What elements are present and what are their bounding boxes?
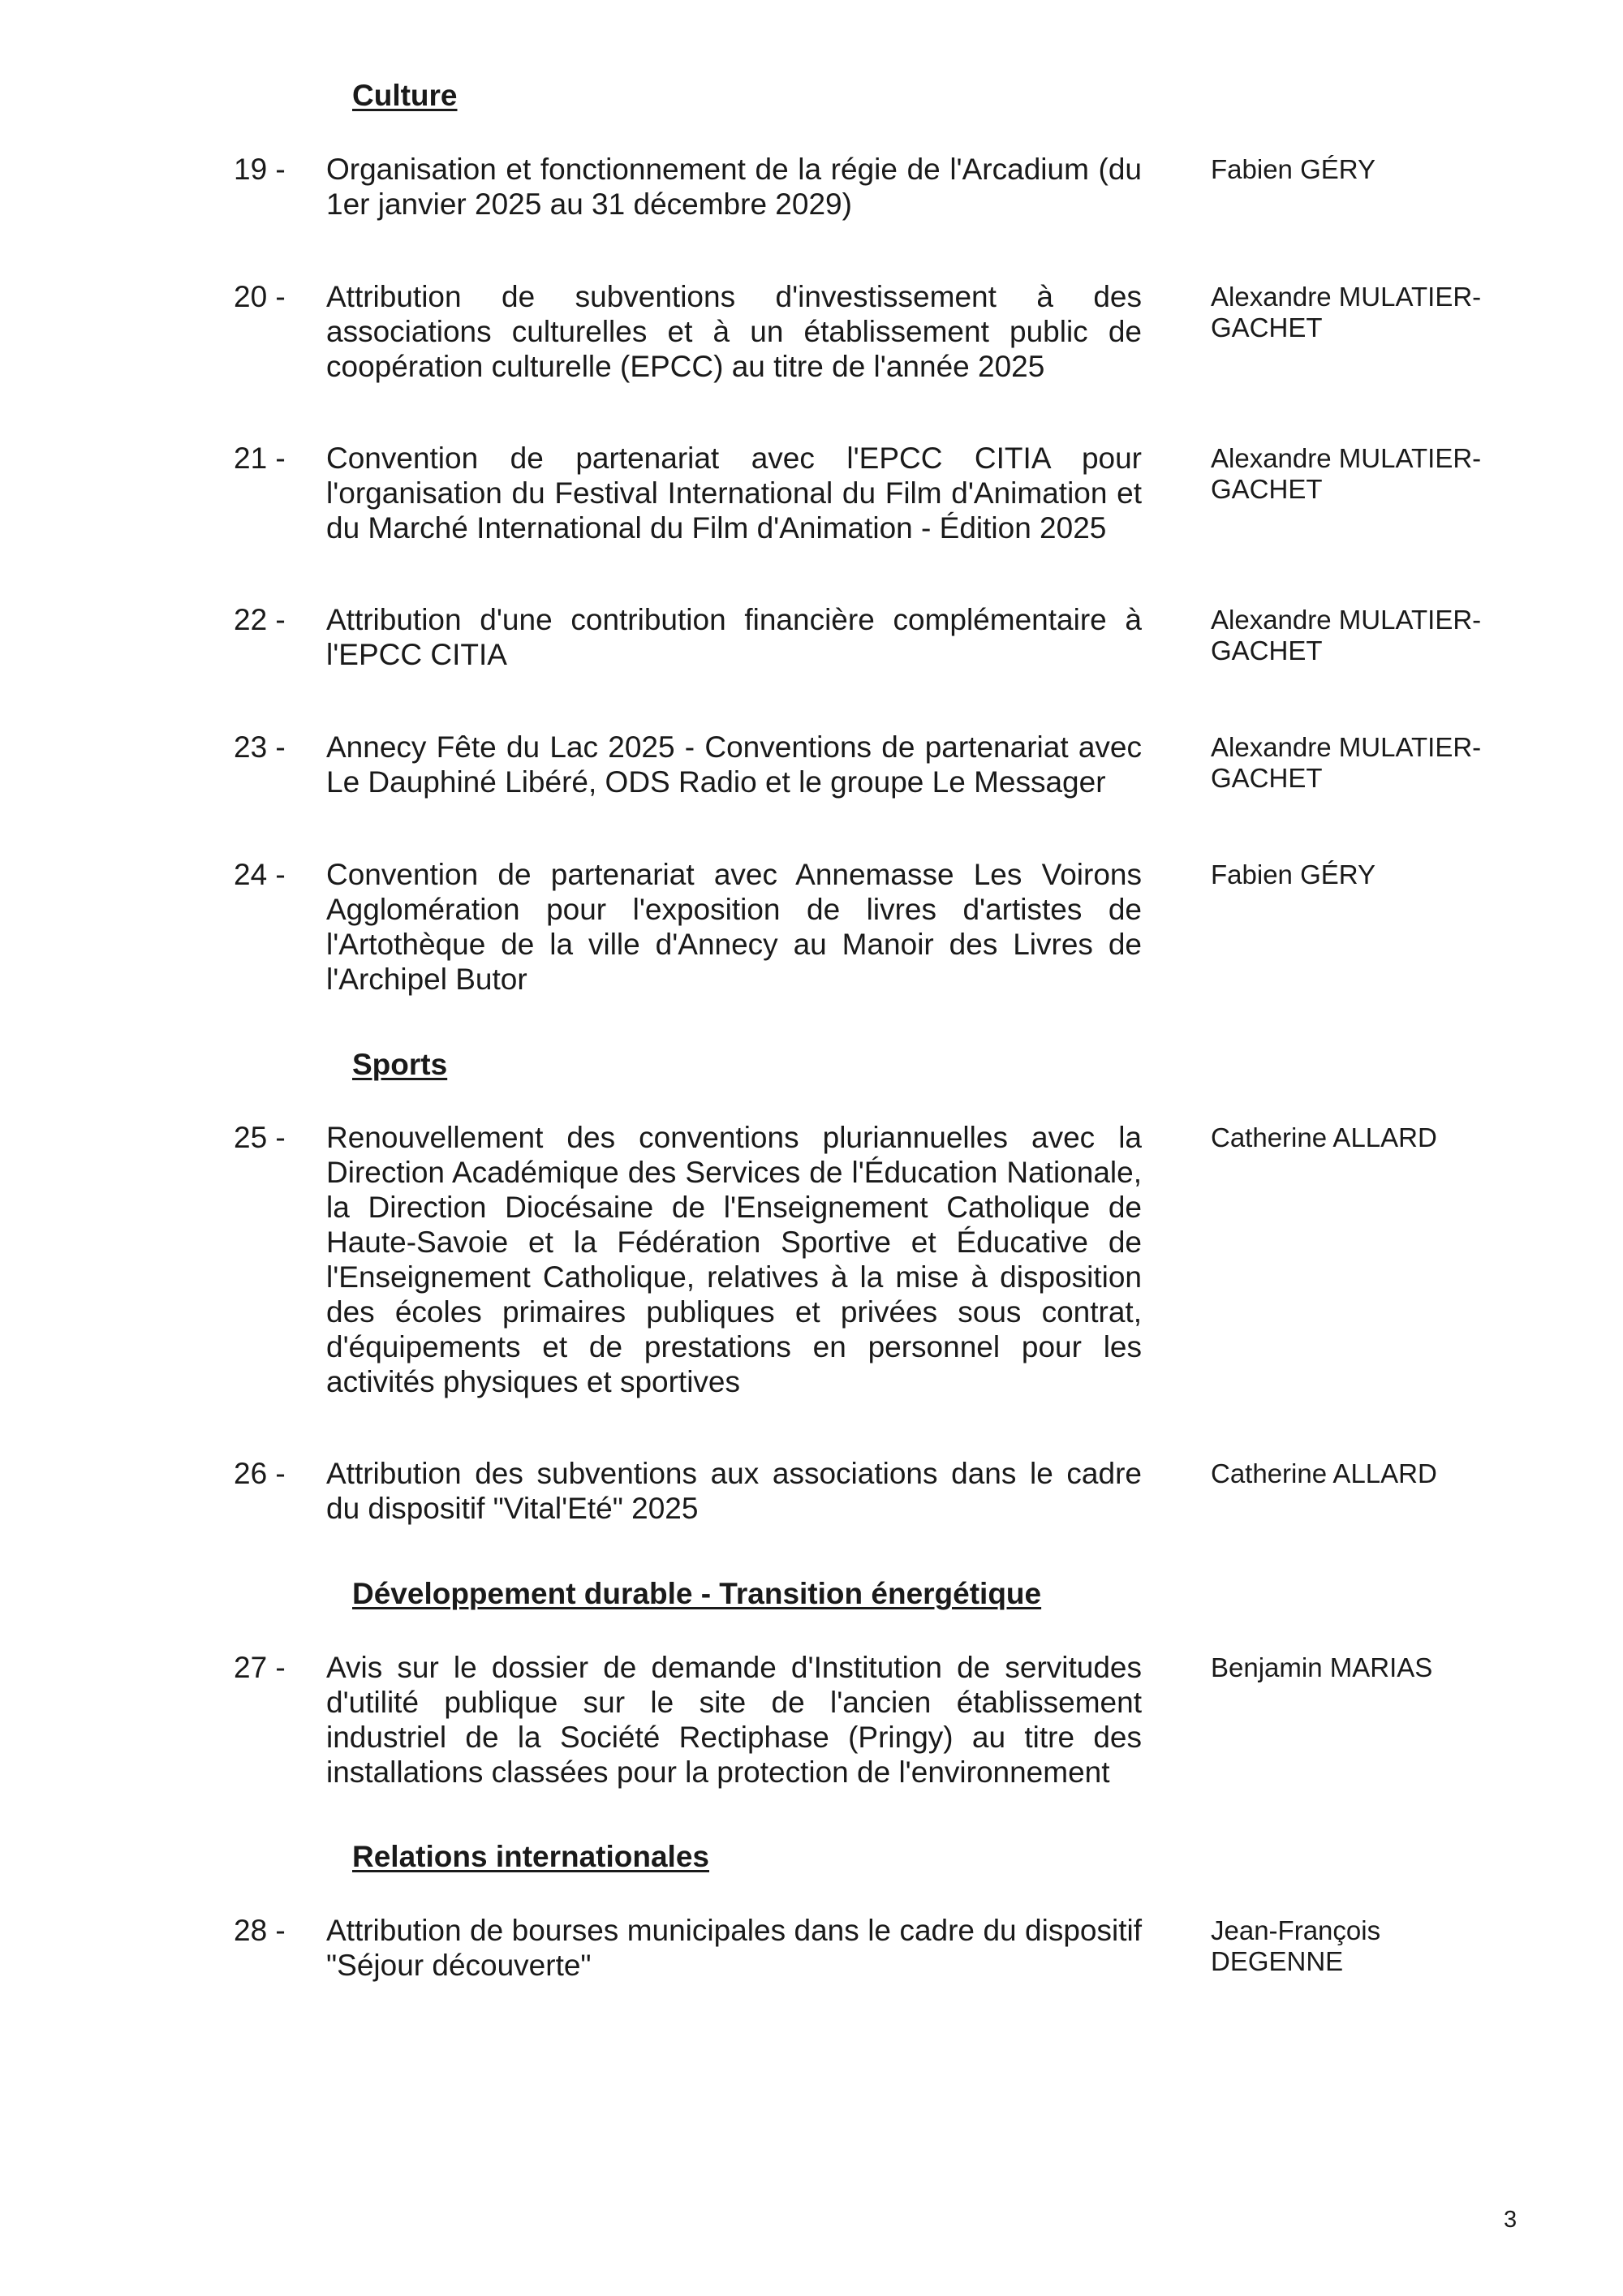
section-heading-developpement-durable: Développement durable - Transition énergétique: [352, 1577, 1042, 1610]
item-text: Avis sur le dossier de demande d'Institution de servitudes d'utilité publique sur le site de l'ancien établissement industriel de la Société Rectiphase (Pringy) au titre des installations classées pour la protection de l'environnement: [326, 1651, 1142, 1789]
item-rapporteur: Fabien GÉRY: [1211, 859, 1375, 890]
item-rapporteur: Catherine ALLARD: [1211, 1122, 1437, 1152]
item-rapporteur: Fabien GÉRY: [1211, 154, 1375, 184]
item-number: 22 -: [234, 603, 286, 636]
item-number: 24 -: [234, 858, 286, 891]
item-number: 23 -: [234, 730, 286, 764]
item-number: 25 -: [234, 1121, 286, 1154]
item-number: 26 -: [234, 1457, 286, 1490]
item-rapporteur: Benjamin MARIAS: [1211, 1652, 1433, 1682]
item-rapporteur: Alexandre MULATIER- GACHET: [1211, 443, 1482, 504]
item-number: 19 -: [234, 153, 286, 186]
item-text: Attribution de bourses municipales dans le cadre du dispositif "Séjour découverte": [326, 1914, 1142, 1982]
section-heading-relations-internationales: Relations internationales: [352, 1840, 709, 1873]
item-text: Annecy Fête du Lac 2025 - Conventions de partenariat avec Le Dauphiné Libéré, ODS Radio et le groupe Le Messager: [326, 730, 1142, 799]
item-rapporteur: Catherine ALLARD: [1211, 1458, 1437, 1488]
section-heading-sports: Sports: [352, 1048, 448, 1081]
item-number: 21 -: [234, 442, 286, 475]
item-rapporteur: Alexandre MULATIER- GACHET: [1211, 605, 1482, 666]
item-text: Attribution des subventions aux associations dans le cadre du dispositif "Vital'Eté" 2025: [326, 1457, 1142, 1525]
item-text: Convention de partenariat avec l'EPCC CITIA pour l'organisation du Festival International du Film d'Animation et du Marché International du Film d'Animation - Édition 2025: [326, 442, 1142, 545]
item-text: Organisation et fonctionnement de la régie de l'Arcadium (du 1er janvier 2025 au 31 décembre 2029): [326, 153, 1142, 221]
item-text: Attribution de subventions d'investissement à des associations culturelles et à un établissement public de coopération culturelle (EPCC) au titre de l'année 2025: [326, 280, 1142, 383]
item-rapporteur: Jean-François DEGENNE: [1211, 1915, 1381, 1976]
item-rapporteur: Alexandre MULATIER- GACHET: [1211, 282, 1482, 342]
page-number: 3: [1504, 2207, 1518, 2233]
section-heading-culture: Culture: [352, 79, 458, 112]
item-text: Renouvellement des conventions pluriannuelles avec la Direction Académique des Services de l'Éducation Nationale, la Direction Diocésaine de l'Enseignement Catholique de Haute-Savoie et la Fédération Sportive et Éducative de l'Enseignement Catholique, relatives à la mise à disposition des écoles primaires publiques et privées sous contrat, d'équipements et de prestations en personnel pour les activités physiques et sportives: [326, 1121, 1142, 1398]
item-text: Attribution d'une contribution financière complémentaire à l'EPCC CITIA: [326, 603, 1142, 671]
item-rapporteur: Alexandre MULATIER- GACHET: [1211, 732, 1482, 793]
item-number: 27 -: [234, 1651, 286, 1684]
item-text: Convention de partenariat avec Annemasse Les Voirons Agglomération pour l'exposition de livres d'artistes de l'Artothèque de la ville d'Annecy au Manoir des Livres de l'Archipel Butor: [326, 858, 1142, 996]
item-number: 28 -: [234, 1914, 286, 1947]
item-number: 20 -: [234, 280, 286, 313]
